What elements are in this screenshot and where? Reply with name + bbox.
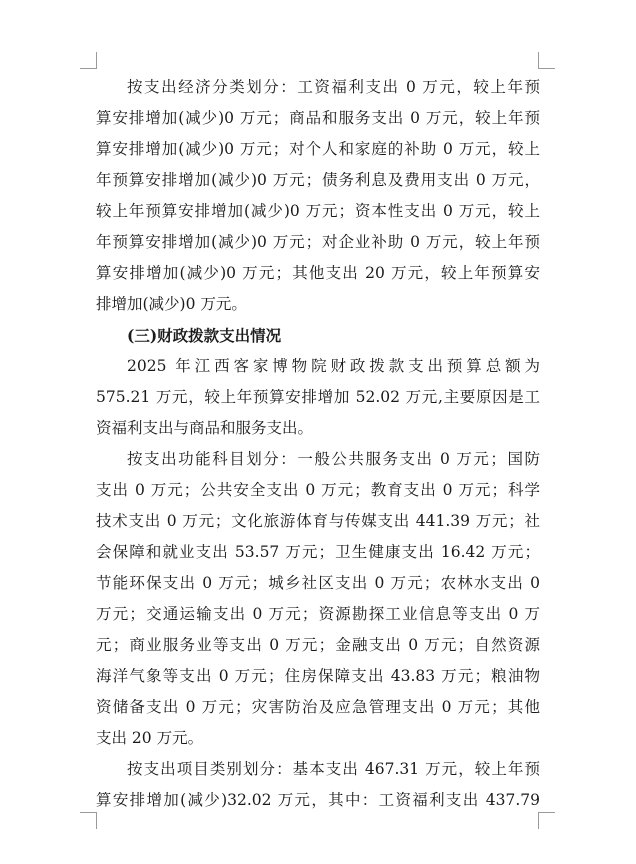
text-line: 按支出功能科目划分：一般公共服务支出 0 万元；国防 bbox=[127, 450, 540, 468]
text-line: 按支出项目类别划分：基本支出 467.31 万元，较上年预 bbox=[127, 760, 540, 778]
section-heading: (三)财政拨款支出情况 bbox=[127, 326, 282, 345]
text-line: 算安排增加(减少)0 万元；对个人和家庭的补助 0 万元，较上 bbox=[96, 140, 540, 158]
crop-mark-top-left bbox=[80, 52, 97, 69]
text-line: 资储备支出 0 万元；灾害防治及应急管理支出 0 万元；其他 bbox=[96, 698, 540, 716]
text-line: 万元；交通运输支出 0 万元；资源勘探工业信息等支出 0 万 bbox=[96, 605, 540, 623]
text-line: 排增加(减少)0 万元。 bbox=[96, 295, 247, 313]
text-line: 年预算安排增加(减少)0 万元；对企业补助 0 万元，较上年预 bbox=[96, 233, 540, 251]
text-line: 技术支出 0 万元；文化旅游体育与传媒支出 441.39 万元；社 bbox=[96, 512, 540, 530]
crop-mark-top-right bbox=[538, 52, 555, 69]
text-line: 会保障和就业支出 53.57 万元；卫生健康支出 16.42 万元； bbox=[96, 543, 540, 561]
document-body bbox=[96, 72, 540, 816]
text-line: 节能环保支出 0 万元；城乡社区支出 0 万元；农林水支出 0 bbox=[96, 574, 540, 592]
text-line: 算安排增加(减少)0 万元；其他支出 20 万元，较上年预算安 bbox=[96, 264, 540, 282]
text-line: 年预算安排增加(减少)0 万元；债务利息及费用支出 0 万元， bbox=[96, 171, 540, 189]
text-line: 支出 0 万元；公共安全支出 0 万元；教育支出 0 万元；科学 bbox=[96, 481, 540, 499]
crop-mark-bottom-right bbox=[538, 812, 555, 829]
text-line: 海洋气象等支出 0 万元；住房保障支出 43.83 万元；粮油物 bbox=[96, 667, 540, 685]
text-line: 按支出经济分类划分：工资福利支出 0 万元，较上年预 bbox=[127, 78, 540, 96]
text-line: 较上年预算安排增加(减少)0 万元；资本性支出 0 万元，较上 bbox=[96, 202, 540, 220]
text-line: 资福利支出与商品和服务支出。 bbox=[96, 419, 314, 437]
crop-mark-bottom-left bbox=[80, 812, 97, 829]
text-line: 算安排增加(减少)32.02 万元，其中：工资福利支出 437.79 bbox=[96, 791, 540, 809]
text-line: 元；商业服务业等支出 0 万元；金融支出 0 万元；自然资源 bbox=[96, 636, 540, 654]
text-line: 2025 年江西客家博物院财政拨款支出预算总额为 bbox=[127, 357, 540, 375]
text-line: 支出 20 万元。 bbox=[96, 729, 204, 747]
text-line: 575.21 万元，较上年预算安排增加 52.02 万元,主要原因是工 bbox=[96, 388, 540, 406]
text-line: 算安排增加(减少)0 万元；商品和服务支出 0 万元，较上年预 bbox=[96, 109, 540, 127]
